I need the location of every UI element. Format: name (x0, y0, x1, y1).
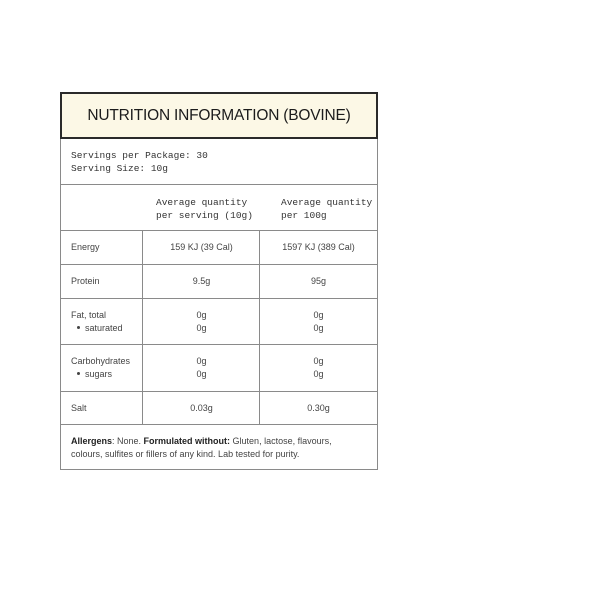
row-label-carbohydrates: Carbohydrates sugars (71, 356, 131, 379)
divider (61, 184, 377, 185)
salt-per-100g: 0.30g (307, 403, 330, 413)
protein-per-100g: 95g (310, 276, 327, 286)
row-label-energy: Energy (71, 242, 100, 252)
allergens-note: Allergens: None. Formulated without: Gluten, lactose, flavours, colours, sulfites or fillers of any kind. Lab tested for purity. (71, 436, 332, 459)
fat-per-serving: 0g 0g (196, 310, 207, 333)
divider (61, 230, 377, 231)
bullet-icon (77, 372, 80, 375)
divider (61, 298, 377, 299)
divider (61, 264, 377, 265)
column-header-per-100g: Average quantity per 100g (281, 197, 373, 221)
energy-per-serving: 159 KJ (39 Cal) (170, 242, 233, 252)
energy-per-100g: 1597 KJ (389 Cal) (282, 242, 355, 252)
carbohydrates-per-100g: 0g 0g (313, 356, 324, 379)
divider (61, 344, 377, 345)
carbohydrates-per-serving: 0g 0g (196, 356, 207, 379)
divider (61, 391, 377, 392)
panel-title: NUTRITION INFORMATION (BOVINE) (60, 92, 378, 139)
serving-size: Serving Size: 10g (71, 163, 168, 174)
row-label-protein: Protein (71, 276, 100, 286)
sub-label-saturated: saturated (71, 322, 123, 335)
bullet-icon (77, 326, 80, 329)
sub-label-sugars: sugars (71, 368, 130, 381)
column-header-per-serving: Average quantity per serving (10g) (156, 197, 253, 221)
salt-per-serving: 0.03g (190, 403, 213, 413)
divider (61, 424, 377, 425)
protein-per-serving: 9.5g (192, 276, 211, 286)
fat-per-100g: 0g 0g (313, 310, 324, 333)
servings-info (71, 149, 208, 175)
row-label-salt: Salt (71, 403, 87, 413)
nutrition-panel (60, 92, 378, 470)
servings-per-package: Servings per Package: 30 (71, 150, 208, 161)
row-label-fat: Fat, total saturated (71, 310, 123, 333)
